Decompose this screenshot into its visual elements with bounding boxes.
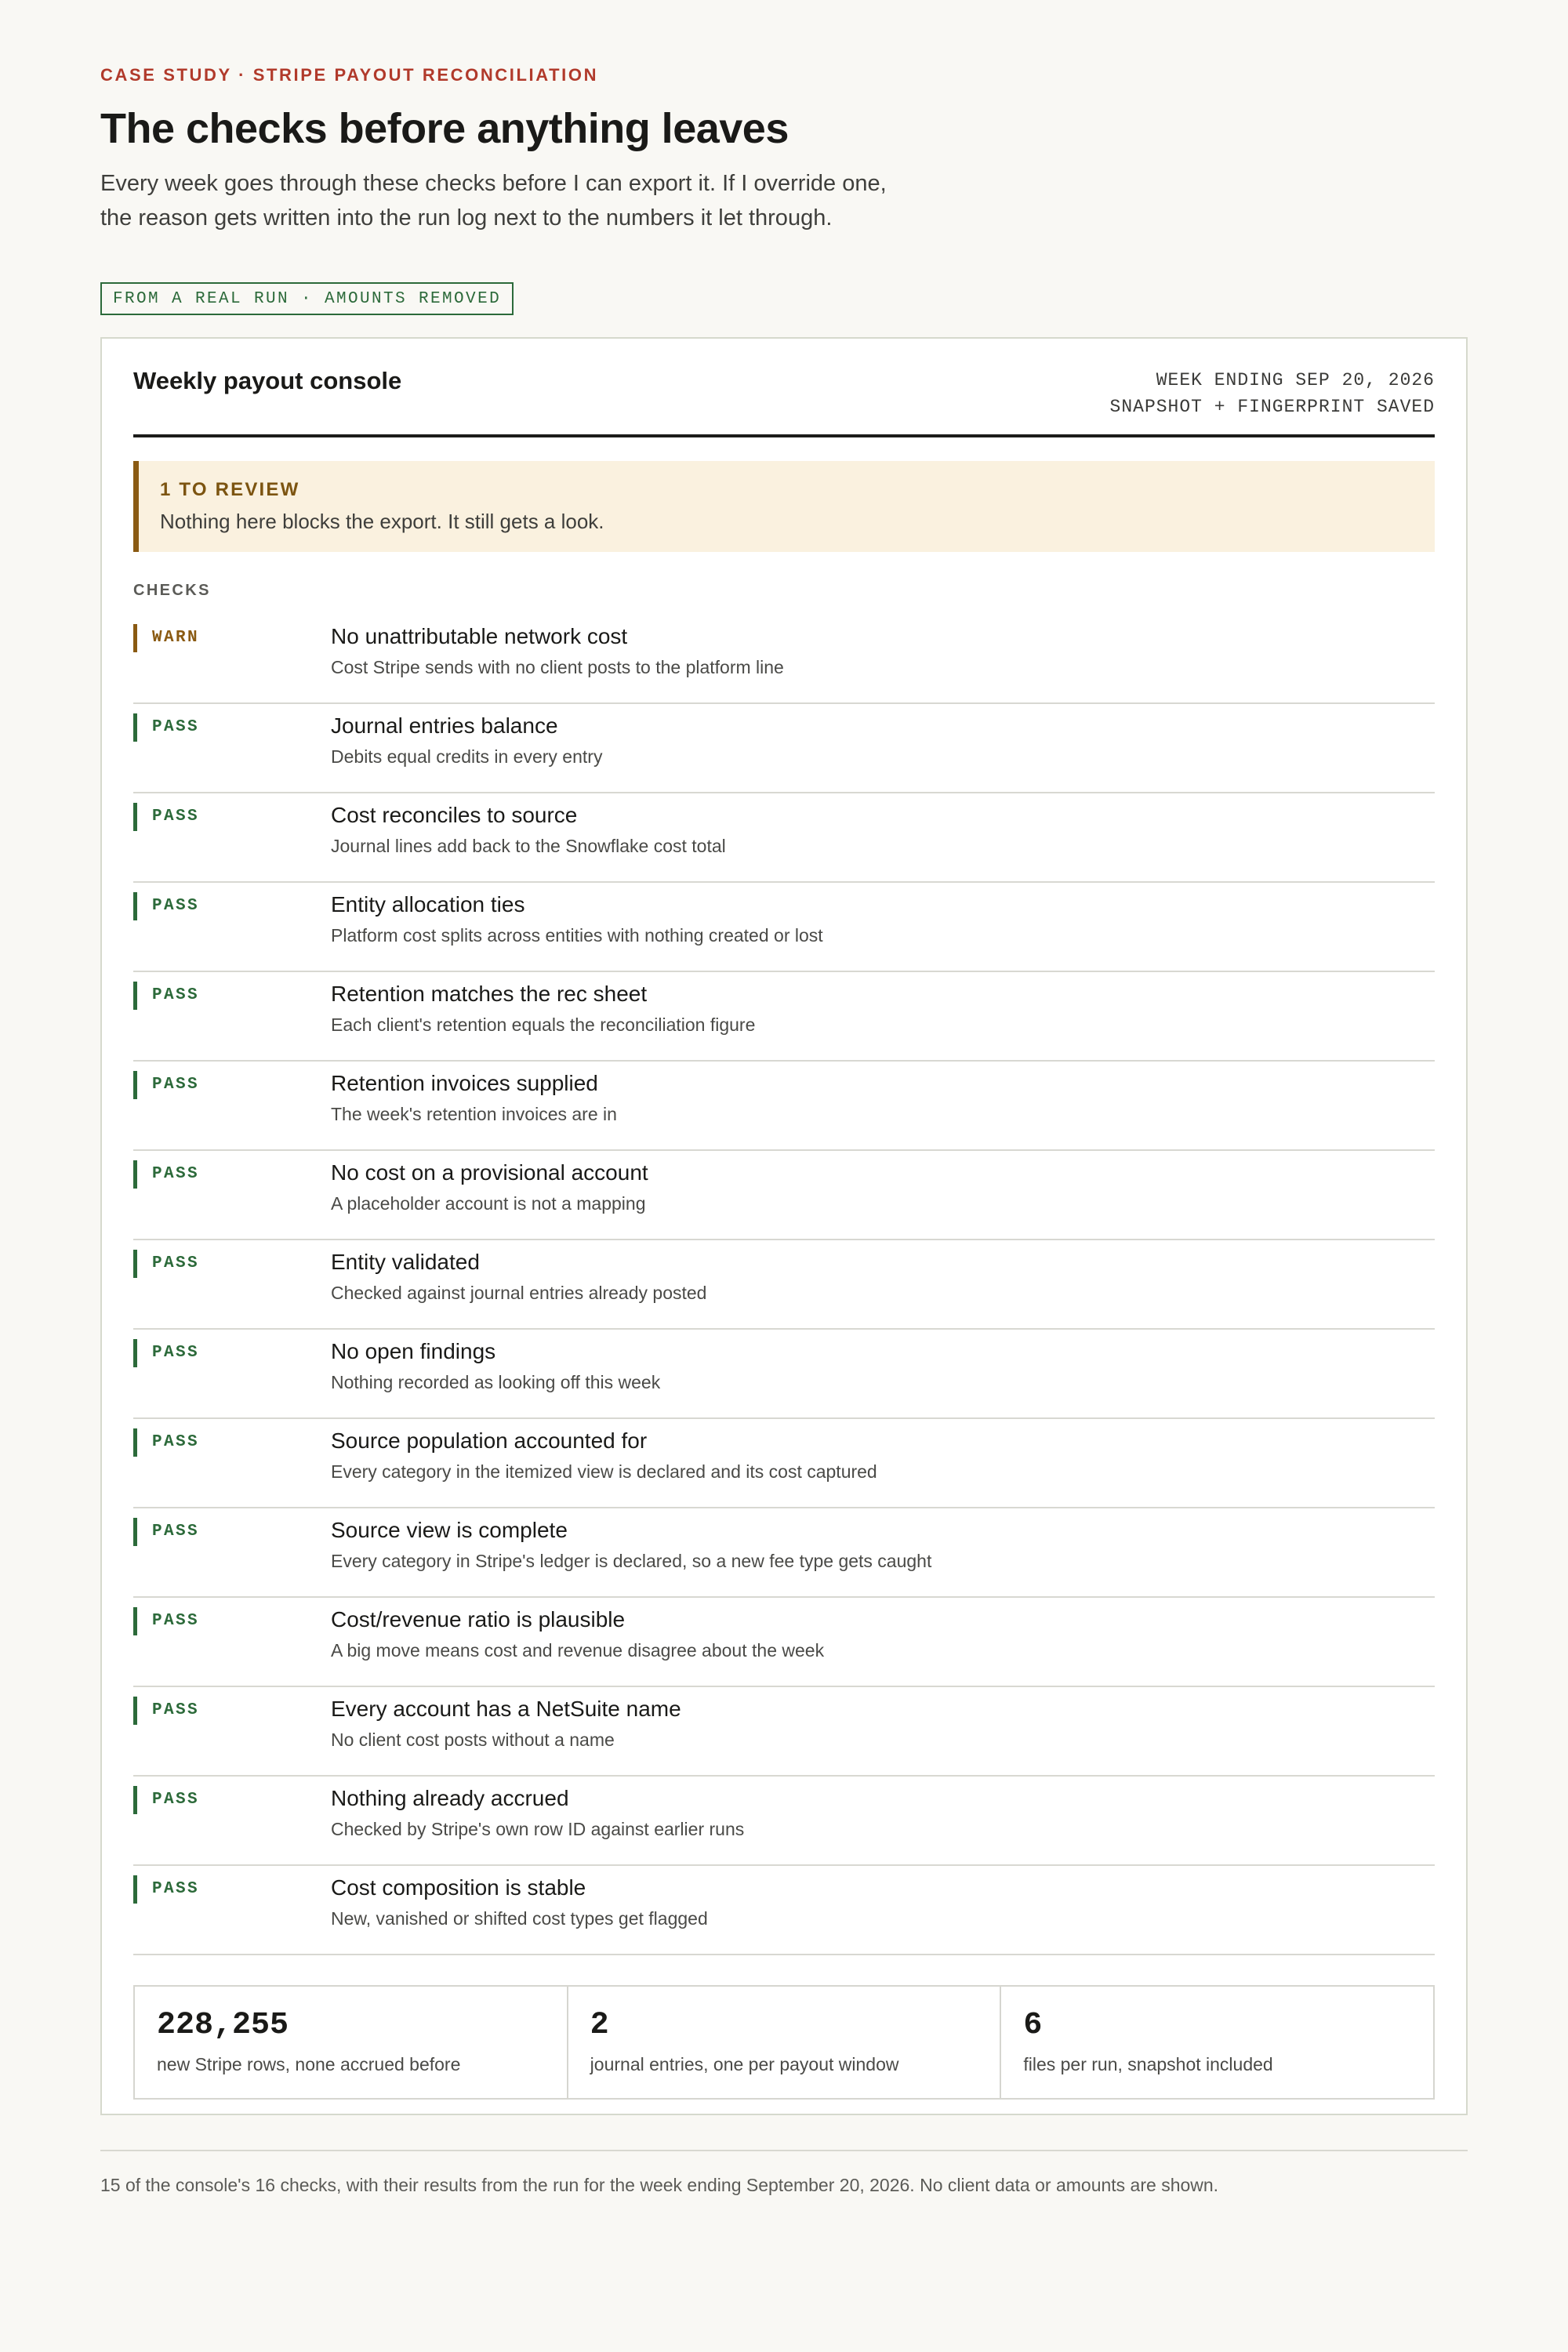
stat-files-per-run [1001, 1987, 1433, 2098]
check-title: No cost on a provisional account [331, 1160, 648, 1185]
check-row [133, 1508, 1435, 1598]
check-title: No open findings [331, 1339, 496, 1363]
check-status-badge: PASS [133, 1518, 199, 1546]
check-description: Every category in Stripe's ledger is declared, so a new fee type gets caught [331, 1551, 932, 1571]
footer-divider [100, 2150, 1468, 2151]
checks-heading: CHECKS [133, 582, 211, 599]
stat-value: 6 [1023, 2008, 1043, 2043]
review-banner [133, 461, 1435, 552]
stat-value: 228,255 [157, 2008, 289, 2043]
check-row [133, 1419, 1435, 1508]
check-title: Cost/revenue ratio is plausible [331, 1607, 626, 1632]
check-title: Retention matches the rec sheet [331, 982, 648, 1006]
check-description: Every category in the itemized view is declared and its cost captured [331, 1461, 877, 1482]
check-title: Nothing already accrued [331, 1786, 569, 1810]
stat-label: new Stripe rows, none accrued before [157, 2054, 461, 2074]
check-description: Journal lines add back to the Snowflake cost total [331, 836, 726, 856]
check-description: Platform cost splits across entities with nothing created or lost [331, 925, 823, 946]
check-title: Cost reconciles to source [331, 803, 578, 827]
check-row [133, 1777, 1435, 1866]
check-title: Entity allocation ties [331, 892, 525, 916]
footnote: 15 of the console's 16 checks, with their results from the run for the week ending September 20, 2026. No client data or amounts are shown. [100, 2175, 1219, 2195]
check-status-badge: PASS [133, 1428, 199, 1457]
check-row [133, 883, 1435, 972]
check-description: No client cost posts without a name [331, 1730, 615, 1750]
check-status-badge: PASS [133, 1339, 199, 1367]
check-row [133, 1866, 1435, 1955]
stat-journal-entries [568, 1987, 1002, 2098]
check-title: Cost composition is stable [331, 1875, 586, 1900]
check-title: Entity validated [331, 1250, 480, 1274]
check-title: Source population accounted for [331, 1428, 648, 1453]
check-status-badge: PASS [133, 1697, 199, 1725]
check-description: A placeholder account is not a mapping [331, 1193, 646, 1214]
check-title: Source view is complete [331, 1518, 568, 1542]
check-description: Cost Stripe sends with no client posts to the platform line [331, 657, 784, 677]
check-status-badge: PASS [133, 1786, 199, 1814]
payout-console-panel [100, 337, 1468, 2115]
check-status-badge: PASS [133, 982, 199, 1010]
check-description: Nothing recorded as looking off this week [331, 1372, 661, 1392]
eyebrow-label: CASE STUDY · STRIPE PAYOUT RECONCILIATION [100, 65, 599, 85]
week-ending-label: WEEK ENDING SEP 20, 2026 [1156, 370, 1435, 390]
snapshot-label: SNAPSHOT + FINGERPRINT SAVED [1109, 397, 1435, 417]
intro-paragraph: Every week goes through these checks before I can export it. If I override one, the reason gets written into the run log next to the numbers it let through. [100, 171, 887, 230]
case-study-page [100, 0, 1468, 2197]
stat-label: files per run, snapshot included [1023, 2054, 1273, 2074]
checks-list [133, 615, 1435, 1955]
check-description: A big move means cost and revenue disagree about the week [331, 1640, 825, 1661]
review-text: Nothing here blocks the export. It still gets a look. [160, 510, 604, 533]
stat-stripe-rows [135, 1987, 568, 2098]
check-row [133, 1062, 1435, 1151]
check-title: Every account has a NetSuite name [331, 1697, 681, 1721]
check-status-badge: PASS [133, 803, 199, 831]
console-header [133, 339, 1435, 437]
check-title: Retention invoices supplied [331, 1071, 598, 1095]
check-status-badge: PASS [133, 1607, 199, 1635]
check-status-badge: WARN [133, 624, 199, 652]
check-title: Journal entries balance [331, 713, 558, 738]
console-meta [1110, 367, 1435, 420]
check-description: Checked against journal entries already posted [331, 1283, 707, 1303]
check-status-badge: PASS [133, 713, 199, 742]
check-description: The week's retention invoices are in [331, 1104, 617, 1124]
check-title: No unattributable network cost [331, 624, 628, 648]
check-status-badge: PASS [133, 1160, 199, 1189]
check-row [133, 704, 1435, 793]
check-status-badge: PASS [133, 1875, 199, 1904]
check-row [133, 1687, 1435, 1777]
page-title: The checks before anything leaves [100, 105, 789, 152]
check-description: Checked by Stripe's own row ID against earlier runs [331, 1819, 745, 1839]
console-title: Weekly payout console [133, 367, 402, 394]
check-row [133, 972, 1435, 1062]
check-status-badge: PASS [133, 1250, 199, 1278]
stat-value: 2 [590, 2008, 609, 2043]
stat-label: journal entries, one per payout window [590, 2054, 899, 2074]
check-description: Each client's retention equals the reconciliation figure [331, 1014, 756, 1035]
review-count: 1 TO REVIEW [160, 479, 300, 500]
check-row [133, 615, 1435, 704]
check-description: Debits equal credits in every entry [331, 746, 603, 767]
check-status-badge: PASS [133, 892, 199, 920]
check-row [133, 1330, 1435, 1419]
run-stats [133, 1985, 1435, 2100]
check-row [133, 1598, 1435, 1687]
check-row [133, 793, 1435, 883]
check-row [133, 1151, 1435, 1240]
check-description: New, vanished or shifted cost types get flagged [331, 1908, 708, 1929]
check-row [133, 1240, 1435, 1330]
check-status-badge: PASS [133, 1071, 199, 1099]
source-tag: FROM A REAL RUN · AMOUNTS REMOVED [100, 282, 514, 315]
